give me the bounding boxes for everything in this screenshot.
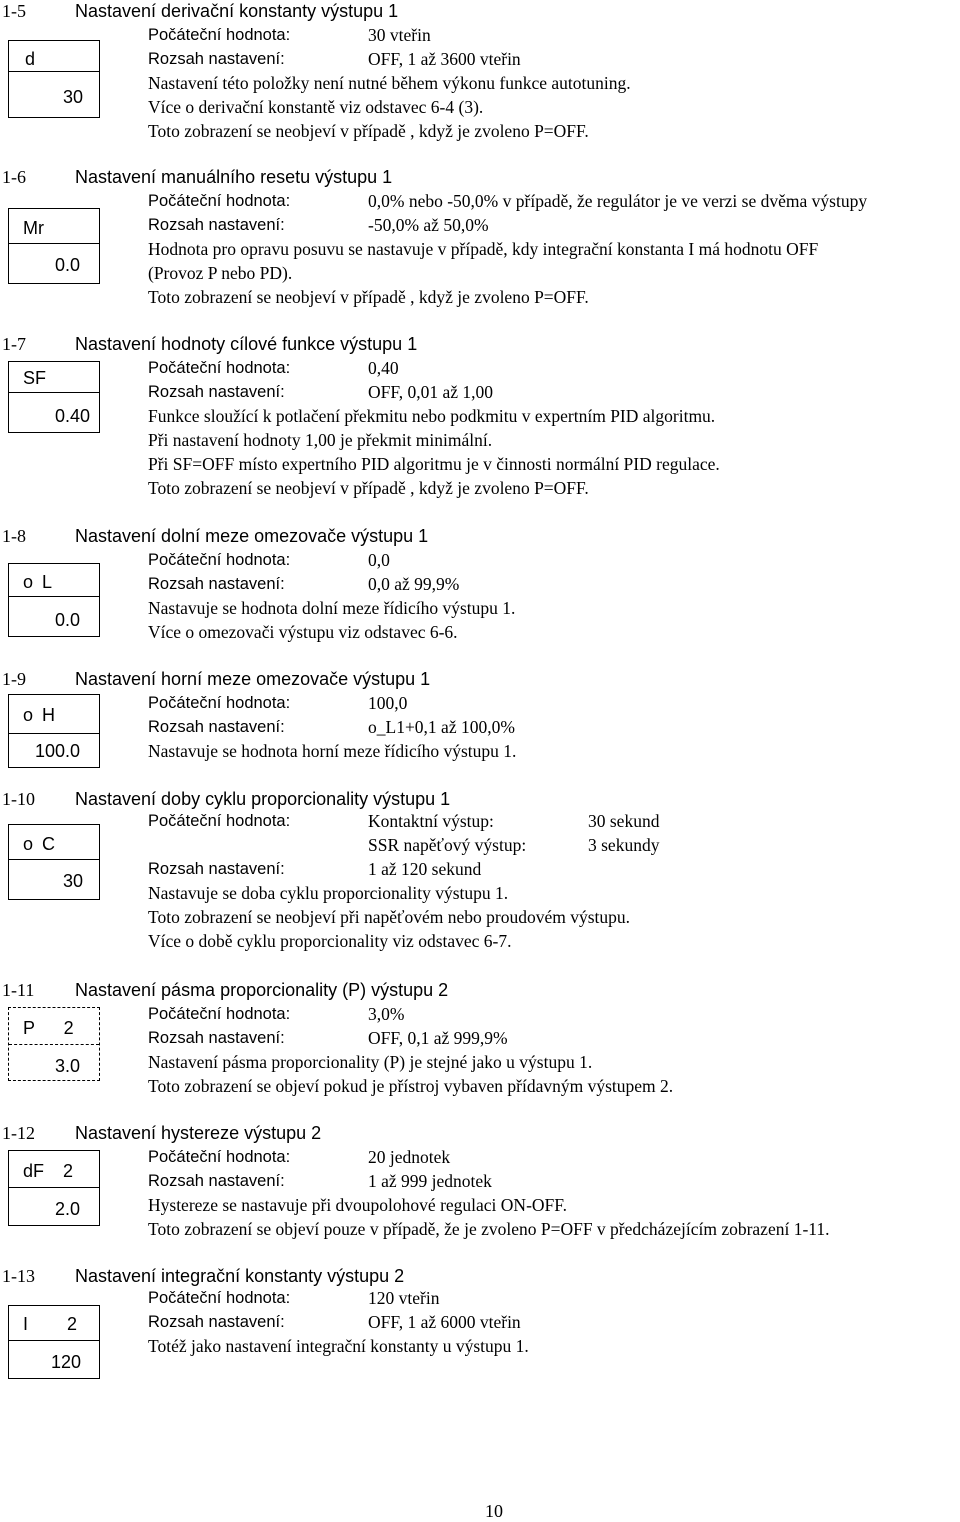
section-title: Nastavení horní meze omezovače výstupu 1	[75, 669, 431, 689]
initial-label: Počáteční hodnota:	[148, 551, 291, 569]
initial-label: Počáteční hodnota:	[148, 26, 291, 44]
display-value: 0.40	[55, 406, 91, 426]
display-value: 3.0	[55, 1056, 81, 1076]
initial-contact-label: Kontaktní výstup:	[368, 811, 494, 831]
initial-label: Počáteční hodnota:	[148, 192, 291, 210]
note-text: Toto zobrazení se objeví pokud je přístroj vybaven přídavným výstupem 2.	[148, 1076, 674, 1096]
display-value: 0.0	[55, 255, 81, 275]
range-value: o_L1+0,1 až 100,0%	[368, 717, 515, 737]
display-value: 0.0	[55, 610, 81, 630]
section-title: Nastavení pásma proporcionality (P) výstupu 2	[75, 980, 449, 1000]
range-label: Rozsah nastavení:	[148, 50, 285, 68]
note-text: Toto zobrazení se neobjeví v případě , když je zvoleno P=OFF.	[148, 287, 589, 307]
initial-label: Počáteční hodnota:	[148, 1289, 291, 1307]
display-box	[8, 1305, 100, 1379]
note-text: Toto zobrazení se objeví pouze v případě, že je zvoleno P=OFF v předcházejícím zobrazení 1-11.	[148, 1219, 830, 1239]
section-title: Nastavení doby cyklu proporcionality výstupu 1	[75, 789, 451, 809]
range-value: 1 až 999 jednotek	[368, 1171, 492, 1191]
note-text: Více o derivační konstantě viz odstavec 6-4 (3).	[148, 97, 484, 117]
range-value: 0,0 až 99,9%	[368, 574, 460, 594]
initial-ssr-value: 3 sekundy	[588, 835, 660, 855]
section-number: 1-5	[2, 1, 26, 21]
section-number: 1-13	[2, 1266, 35, 1286]
section-title: Nastavení dolní meze omezovače výstupu 1	[75, 526, 429, 546]
note-text: Toto zobrazení se neobjeví v případě , když je zvoleno P=OFF.	[148, 478, 589, 498]
section-number: 1-6	[2, 167, 26, 187]
range-label: Rozsah nastavení:	[148, 718, 285, 736]
range-value: OFF, 0,01 až 1,00	[368, 382, 493, 402]
display-code: Mr	[23, 218, 44, 238]
initial-label: Počáteční hodnota:	[148, 359, 291, 377]
section-number: 1-7	[2, 334, 26, 354]
display-box	[8, 361, 100, 433]
initial-label: Počáteční hodnota:	[148, 812, 291, 830]
initial-label: Počáteční hodnota:	[148, 694, 291, 712]
note-text: Při nastavení hodnoty 1,00 je překmit minimální.	[148, 430, 493, 450]
range-value: -50,0% až 50,0%	[368, 215, 489, 235]
initial-value: 0,40	[368, 358, 399, 378]
display-box	[8, 694, 100, 768]
section-title: Nastavení derivační konstanty výstupu 1	[75, 1, 399, 21]
display-code: dF 2	[23, 1161, 74, 1181]
initial-contact-value: 30 sekund	[588, 811, 660, 831]
note-text: Hodnota pro opravu posuvu se nastavuje v případě, kdy integrační konstanta I má hodnotu OFF	[148, 239, 819, 259]
initial-ssr-label: SSR napěťový výstup:	[368, 835, 527, 855]
display-box	[8, 208, 100, 284]
display-value: 30	[63, 871, 84, 891]
note-text: Nastavuje se doba cyklu proporcionality výstupu 1.	[148, 883, 509, 903]
display-box	[8, 563, 100, 637]
display-code: o L	[23, 572, 53, 592]
section-number: 1-12	[2, 1123, 35, 1143]
initial-value: 0,0	[368, 550, 390, 570]
section-title: Nastavení hodnoty cílové funkce výstupu 1	[75, 334, 418, 354]
display-value: 120	[51, 1352, 82, 1372]
note-text: Nastavuje se hodnota horní meze řídicího výstupu 1.	[148, 741, 517, 761]
section-number: 1-10	[2, 789, 35, 809]
display-box	[8, 1150, 100, 1226]
section-number: 1-9	[2, 669, 26, 689]
display-value: 30	[63, 87, 84, 107]
note-text: Více o omezovači výstupu viz odstavec 6-6.	[148, 622, 458, 642]
initial-label: Počáteční hodnota:	[148, 1148, 291, 1166]
display-code: P 2	[23, 1018, 74, 1038]
initial-value: 3,0%	[368, 1004, 405, 1024]
initial-label: Počáteční hodnota:	[148, 1005, 291, 1023]
range-value: OFF, 0,1 až 999,9%	[368, 1028, 508, 1048]
display-box	[8, 824, 100, 900]
display-box	[8, 1007, 100, 1081]
display-code: d	[25, 49, 36, 69]
section-number: 1-11	[2, 980, 35, 1000]
initial-value: 30 vteřin	[368, 25, 431, 45]
page-number: 10	[485, 1501, 503, 1521]
note-text: Funkce sloužící k potlačení překmitu nebo podkmitu v expertním PID algoritmu.	[148, 406, 716, 426]
note-text: Více o době cyklu proporcionality viz odstavec 6-7.	[148, 931, 512, 951]
range-label: Rozsah nastavení:	[148, 1029, 285, 1047]
display-box	[8, 40, 100, 118]
section-number: 1-8	[2, 526, 26, 546]
range-value: OFF, 1 až 6000 vteřin	[368, 1312, 521, 1332]
display-value: 2.0	[55, 1199, 81, 1219]
section-title: Nastavení integrační konstanty výstupu 2	[75, 1266, 405, 1286]
note-text: Hystereze se nastavuje při dvoupolohové regulaci ON-OFF.	[148, 1195, 567, 1215]
display-code: I 2	[23, 1314, 78, 1334]
range-label: Rozsah nastavení:	[148, 860, 285, 878]
range-label: Rozsah nastavení:	[148, 1313, 285, 1331]
note-text: Toto zobrazení se neobjeví při napěťovém nebo proudovém výstupu.	[148, 907, 631, 927]
display-code: SF	[23, 368, 47, 388]
note-text: Nastavuje se hodnota dolní meze řídicího výstupu 1.	[148, 598, 516, 618]
note-text: Nastavení pásma proporcionality (P) je stejné jako u výstupu 1.	[148, 1052, 593, 1072]
section-title: Nastavení hystereze výstupu 2	[75, 1123, 322, 1143]
note-text: Nastavení této položky není nutné během výkonu funkce autotuning.	[148, 73, 631, 93]
range-label: Rozsah nastavení:	[148, 216, 285, 234]
note-text: (Provoz P nebo PD).	[148, 263, 293, 283]
display-code: o C	[23, 834, 56, 854]
range-label: Rozsah nastavení:	[148, 383, 285, 401]
range-value: OFF, 1 až 3600 vteřin	[368, 49, 521, 69]
section-title: Nastavení manuálního resetu výstupu 1	[75, 167, 393, 187]
display-value: 100.0	[35, 741, 81, 761]
initial-value: 20 jednotek	[368, 1147, 451, 1167]
initial-value: 120 vteřin	[368, 1288, 440, 1308]
range-label: Rozsah nastavení:	[148, 1172, 285, 1190]
range-label: Rozsah nastavení:	[148, 575, 285, 593]
note-text: Totéž jako nastavení integrační konstanty u výstupu 1.	[148, 1336, 529, 1356]
initial-value: 100,0	[368, 693, 408, 713]
initial-value: 0,0% nebo -50,0% v případě, že regulátor je ve verzi se dvěma výstupy	[368, 191, 868, 211]
range-value: 1 až 120 sekund	[368, 859, 482, 879]
note-text: Při SF=OFF místo expertního PID algoritmu je v činnosti normální PID regulace.	[148, 454, 720, 474]
note-text: Toto zobrazení se neobjeví v případě , když je zvoleno P=OFF.	[148, 121, 589, 141]
display-code: o H	[23, 705, 56, 725]
